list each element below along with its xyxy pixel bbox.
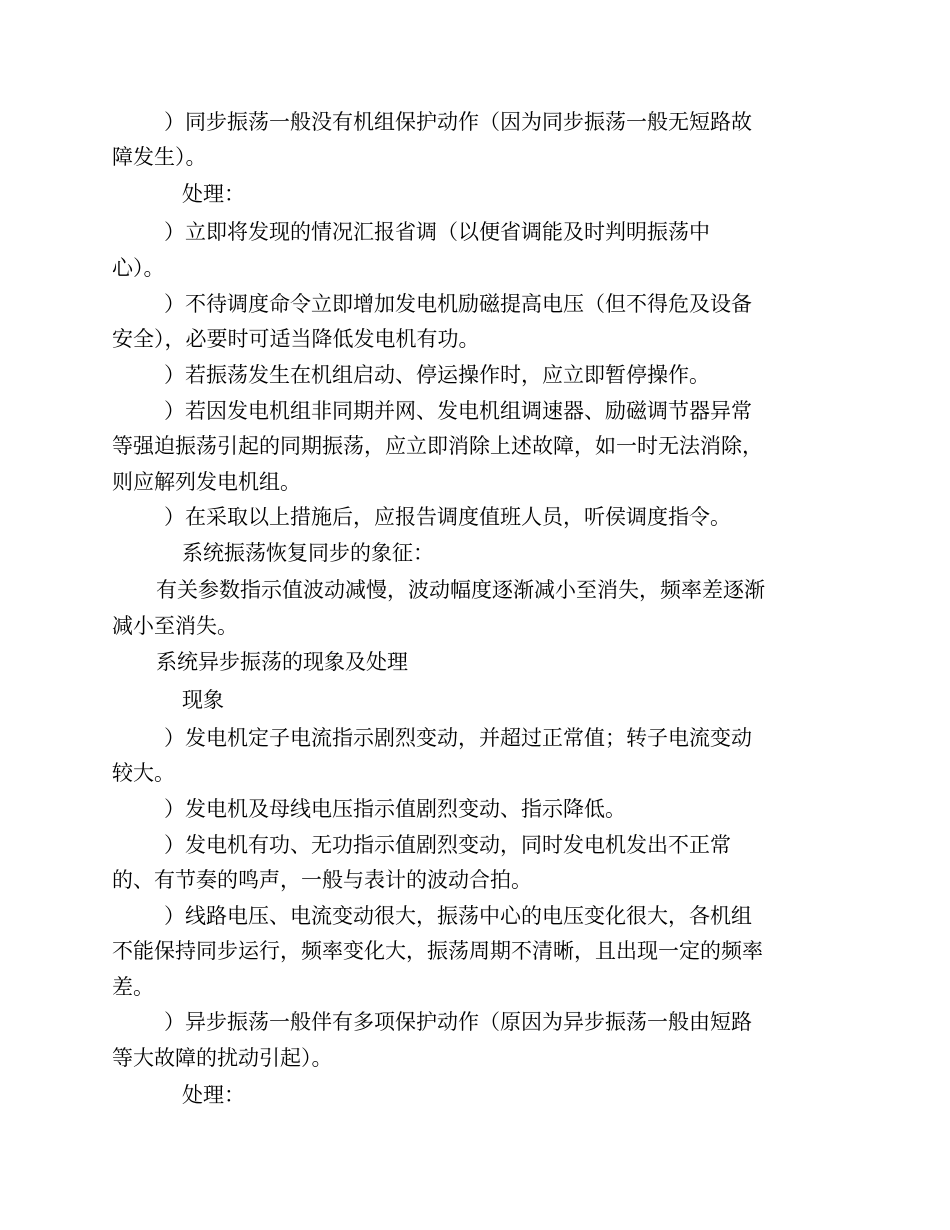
text-line: 差。 [112, 975, 154, 999]
text-line: 系统振荡恢复同步的象征： [182, 541, 434, 565]
text-line: 较大。 [112, 761, 175, 785]
text-line: ）发电机定子电流指示剧烈变动，并超过正常值；转子电流变动 [164, 726, 752, 750]
text-line: 心）。 [112, 256, 165, 280]
text-line: ）立即将发现的情况汇报省调（以便省调能及时判明振荡中 [164, 220, 710, 244]
text-line: 的、有节奏的鸣声，一般与表计的波动合拍。 [112, 868, 532, 892]
text-line: ）线路电压、电流变动很大，振荡中心的电压变化很大，各机组 [164, 904, 752, 928]
text-line: 处理： [182, 1083, 245, 1107]
text-line: ）不待调度命令立即增加发电机励磁提高电压（但不得危及设备 [164, 292, 752, 316]
text-line: ）同步振荡一般没有机组保护动作（因为同步振荡一般无短路故 [164, 110, 752, 134]
text-line: 安全），必要时可适当降低发电机有功。 [112, 327, 480, 351]
text-line: ）若振荡发生在机组启动、停运操作时，应立即暂停操作。 [164, 363, 710, 387]
text-line: 系统异步振荡的现象及处理 [156, 650, 408, 674]
text-line: 不能保持同步运行，频率变化大，振荡周期不清晰，且出现一定的频率 [112, 939, 763, 963]
text-line: 处理： [182, 182, 245, 206]
text-line: ）若因发电机组非同期并网、发电机组调速器、励磁调节器异常 [164, 399, 752, 423]
text-line: 等大故障的扰动引起）。 [112, 1046, 333, 1070]
text-line: 则应解列发电机组。 [112, 470, 301, 494]
text-line: ）发电机有功、无功指示值剧烈变动，同时发电机发出不正常 [164, 833, 731, 857]
text-line: ）在采取以上措施后，应报告调度值班人员，听侯调度指令。 [164, 505, 731, 529]
text-line: 障发生）。 [112, 145, 207, 169]
text-line: 等强迫振荡引起的同期振荡，应立即消除上述故障，如一时无法消除， [112, 434, 763, 458]
text-line: ）发电机及母线电压指示值剧烈变动、指示降低。 [164, 797, 626, 821]
text-line: 减小至消失。 [112, 614, 238, 638]
text-line: 现象 [182, 688, 224, 712]
text-line: ）异步振荡一般伴有多项保护动作（原因为异步振荡一般由短路 [164, 1010, 752, 1034]
text-line: 有关参数指示值波动减慢，波动幅度逐渐减小至消失，频率差逐渐 [156, 578, 765, 602]
